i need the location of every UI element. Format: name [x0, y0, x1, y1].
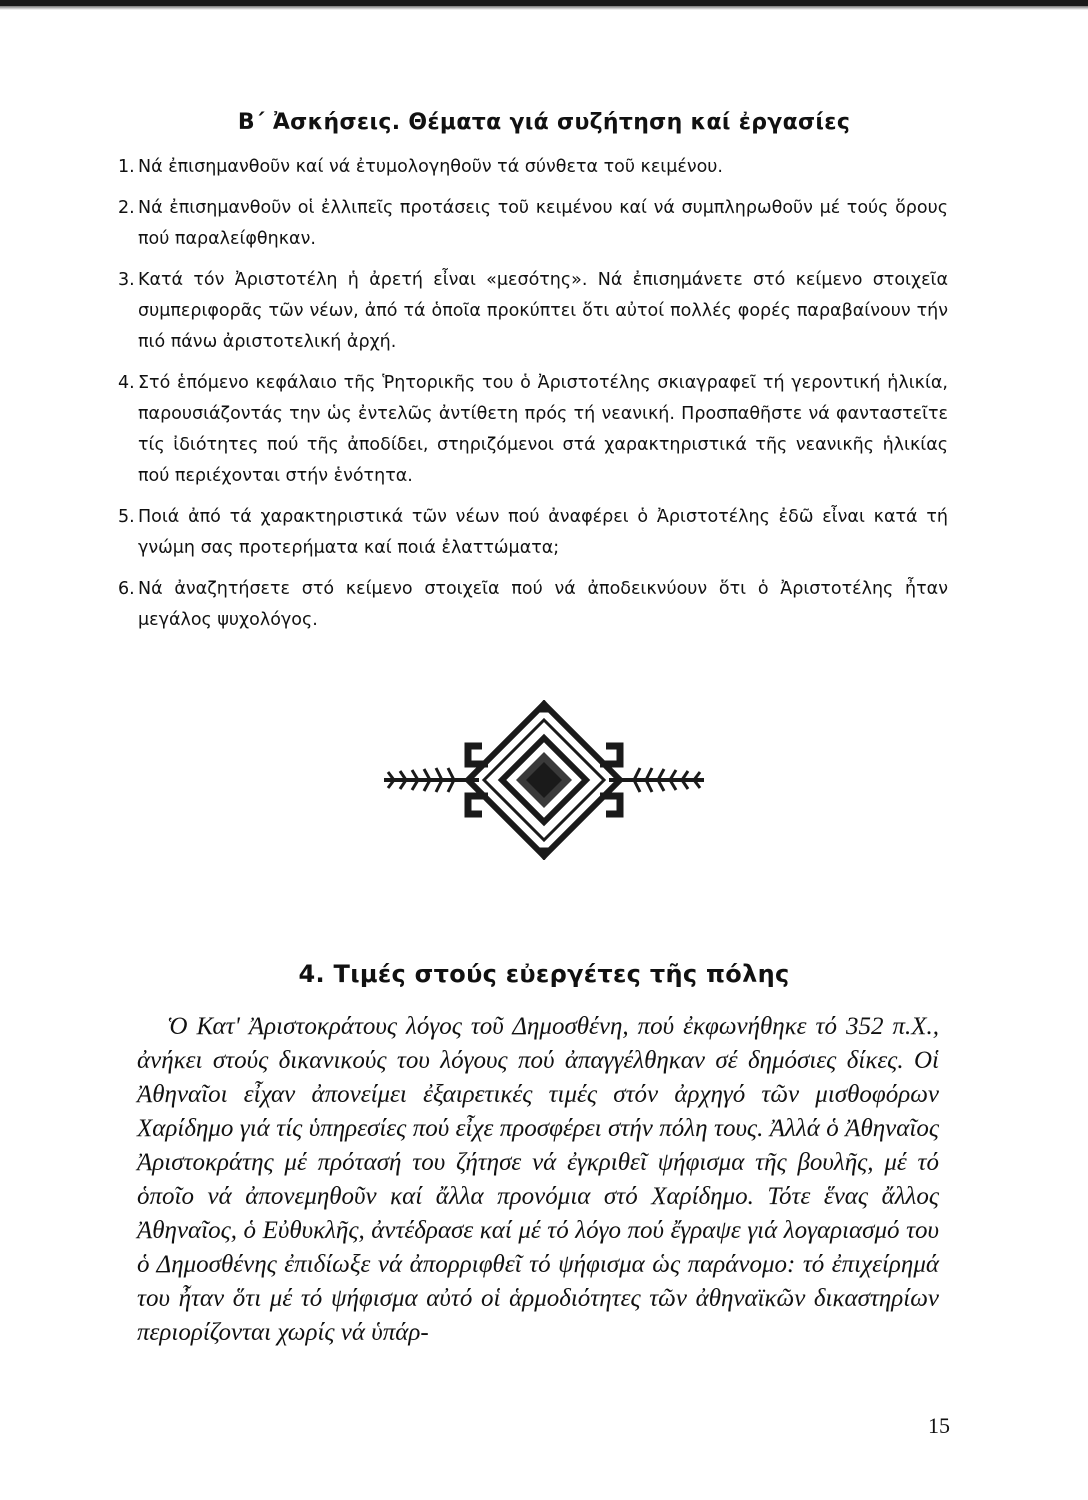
exercise-number: 6.: [118, 579, 135, 599]
exercise-item: [118, 574, 948, 636]
exercise-item: [118, 502, 948, 564]
exercise-number: 1.: [118, 157, 135, 177]
exercise-list: [118, 152, 948, 646]
exercise-number: 5.: [118, 507, 135, 527]
chapter-heading: 4. Τιμές στούς εὐεργέτες τῆς πόλης: [298, 959, 790, 988]
exercise-number: 4.: [118, 373, 135, 393]
exercise-item: [118, 368, 948, 492]
exercise-number: 3.: [118, 270, 135, 290]
exercise-item: [118, 265, 948, 358]
greek-folk-ornament-icon: [384, 700, 704, 860]
exercise-text: Νά ἐπισημανθοῦν οἱ ἐλλιπεῖς προτάσεις τοῦ κειμένου καί νά συμπληρωθοῦν μέ τούς ὅρους πού παραλείφθηκαν.: [138, 198, 948, 249]
exercises-heading: Β΄ Ἀσκήσεις. Θέματα γιά συζήτηση καί ἐργασίες: [237, 110, 851, 136]
exercise-item: [118, 152, 948, 183]
exercise-text: Κατά τόν Ἀριστοτέλη ἡ ἀρετή εἶναι «μεσότης». Νά ἐπισημάνετε στό κείμενο στοιχεῖα συμπεριφορᾶς τῶν νέων, ἀπό τά ὁποῖα προκύπτει ὅτι αὐτοί πολλές φορές παραβαίνουν τήν πιό πάνω ἀριστοτελική ἀρχή.: [138, 270, 948, 352]
page-number: 15: [928, 1413, 950, 1438]
exercise-item: [118, 193, 948, 255]
chapter-intro-paragraph: Ὁ Κατ' Ἀριστοκράτους λόγος τοῦ Δημοσθένη, πού ἐκφωνήθηκε τό 352 π.Χ., ἀνήκει στούς δικανικούς του λόγους πού ἀπαγγέλθηκαν σέ δημόσιες δίκες. Οἱ Ἀθηναῖοι εἶχαν ἀπονείμει ἐξαιρετικές τιμές στόν ἀρχηγό τῶν μισθοφόρων Χαρίδημο γιά τίς ὑπηρεσίες πού εἶχε προσφέρει στήν πόλη τους. Ἀλλά ὁ Ἀθηναῖος Ἀριστοκράτης μέ πρότασή του ζήτησε νά ἐγκριθεῖ ψήφισμα τῆς βουλῆς, μέ τό ὁποῖο νά ἀπονεμηθοῦν καί ἄλλα προνόμια στό Χαρίδημο. Τότε ἕνας ἄλλος Ἀθηναῖος, ὁ Εὐθυκλῆς, ἀντέδρασε καί μέ τό λόγο πού ἔγραψε γιά λογαριασμό του ὁ Δημοσθένης ἐπιδίωξε νά ἀπορριφθεῖ τό ψήφισμα ὡς παράνομο: τό ἐπιχείρημά του ἦταν ὅτι μέ τό ψήφισμα αὐτό οἱ ἁρμοδιότητες τῶν ἀθηναϊκῶν δικαστηρίων περιορίζονται χωρίς νά ὑπάρ-: [137, 1013, 939, 1346]
exercise-text: Ποιά ἀπό τά χαρακτηριστικά τῶν νέων πού ἀναφέρει ὁ Ἀριστοτέλης ἐδῶ εἶναι κατά τή γνώμη σας προτερήματα καί ποιά ἐλαττώματα;: [138, 507, 948, 558]
page-top-edge: [0, 0, 1088, 10]
exercise-number: 2.: [118, 198, 135, 218]
exercise-text: Στό ἑπόμενο κεφάλαιο τῆς Ῥητορικῆς του ὁ Ἀριστοτέλης σκιαγραφεῖ τή γεροντική ἡλικία, παρουσιάζοντάς την ὡς ἐντελῶς ἀντίθετη πρός τή νεανική. Προσπαθῆστε νά φανταστεῖτε τίς ἰδιότητες πού τῆς ἀποδίδει, στηριζόμενοι στά χαρακτηριστικά τῆς νεανικῆς ἡλικίας πού περιέχονται στήν ἑνότητα.: [138, 373, 948, 486]
exercise-text: Νά ἀναζητήσετε στό κείμενο στοιχεῖα πού νά ἀποδεικνύουν ὅτι ὁ Ἀριστοτέλης ἦταν μεγάλος ψυχολόγος.: [138, 579, 948, 630]
exercise-text: Νά ἐπισημανθοῦν καί νά ἐτυμολογηθοῦν τά σύνθετα τοῦ κειμένου.: [138, 157, 723, 177]
